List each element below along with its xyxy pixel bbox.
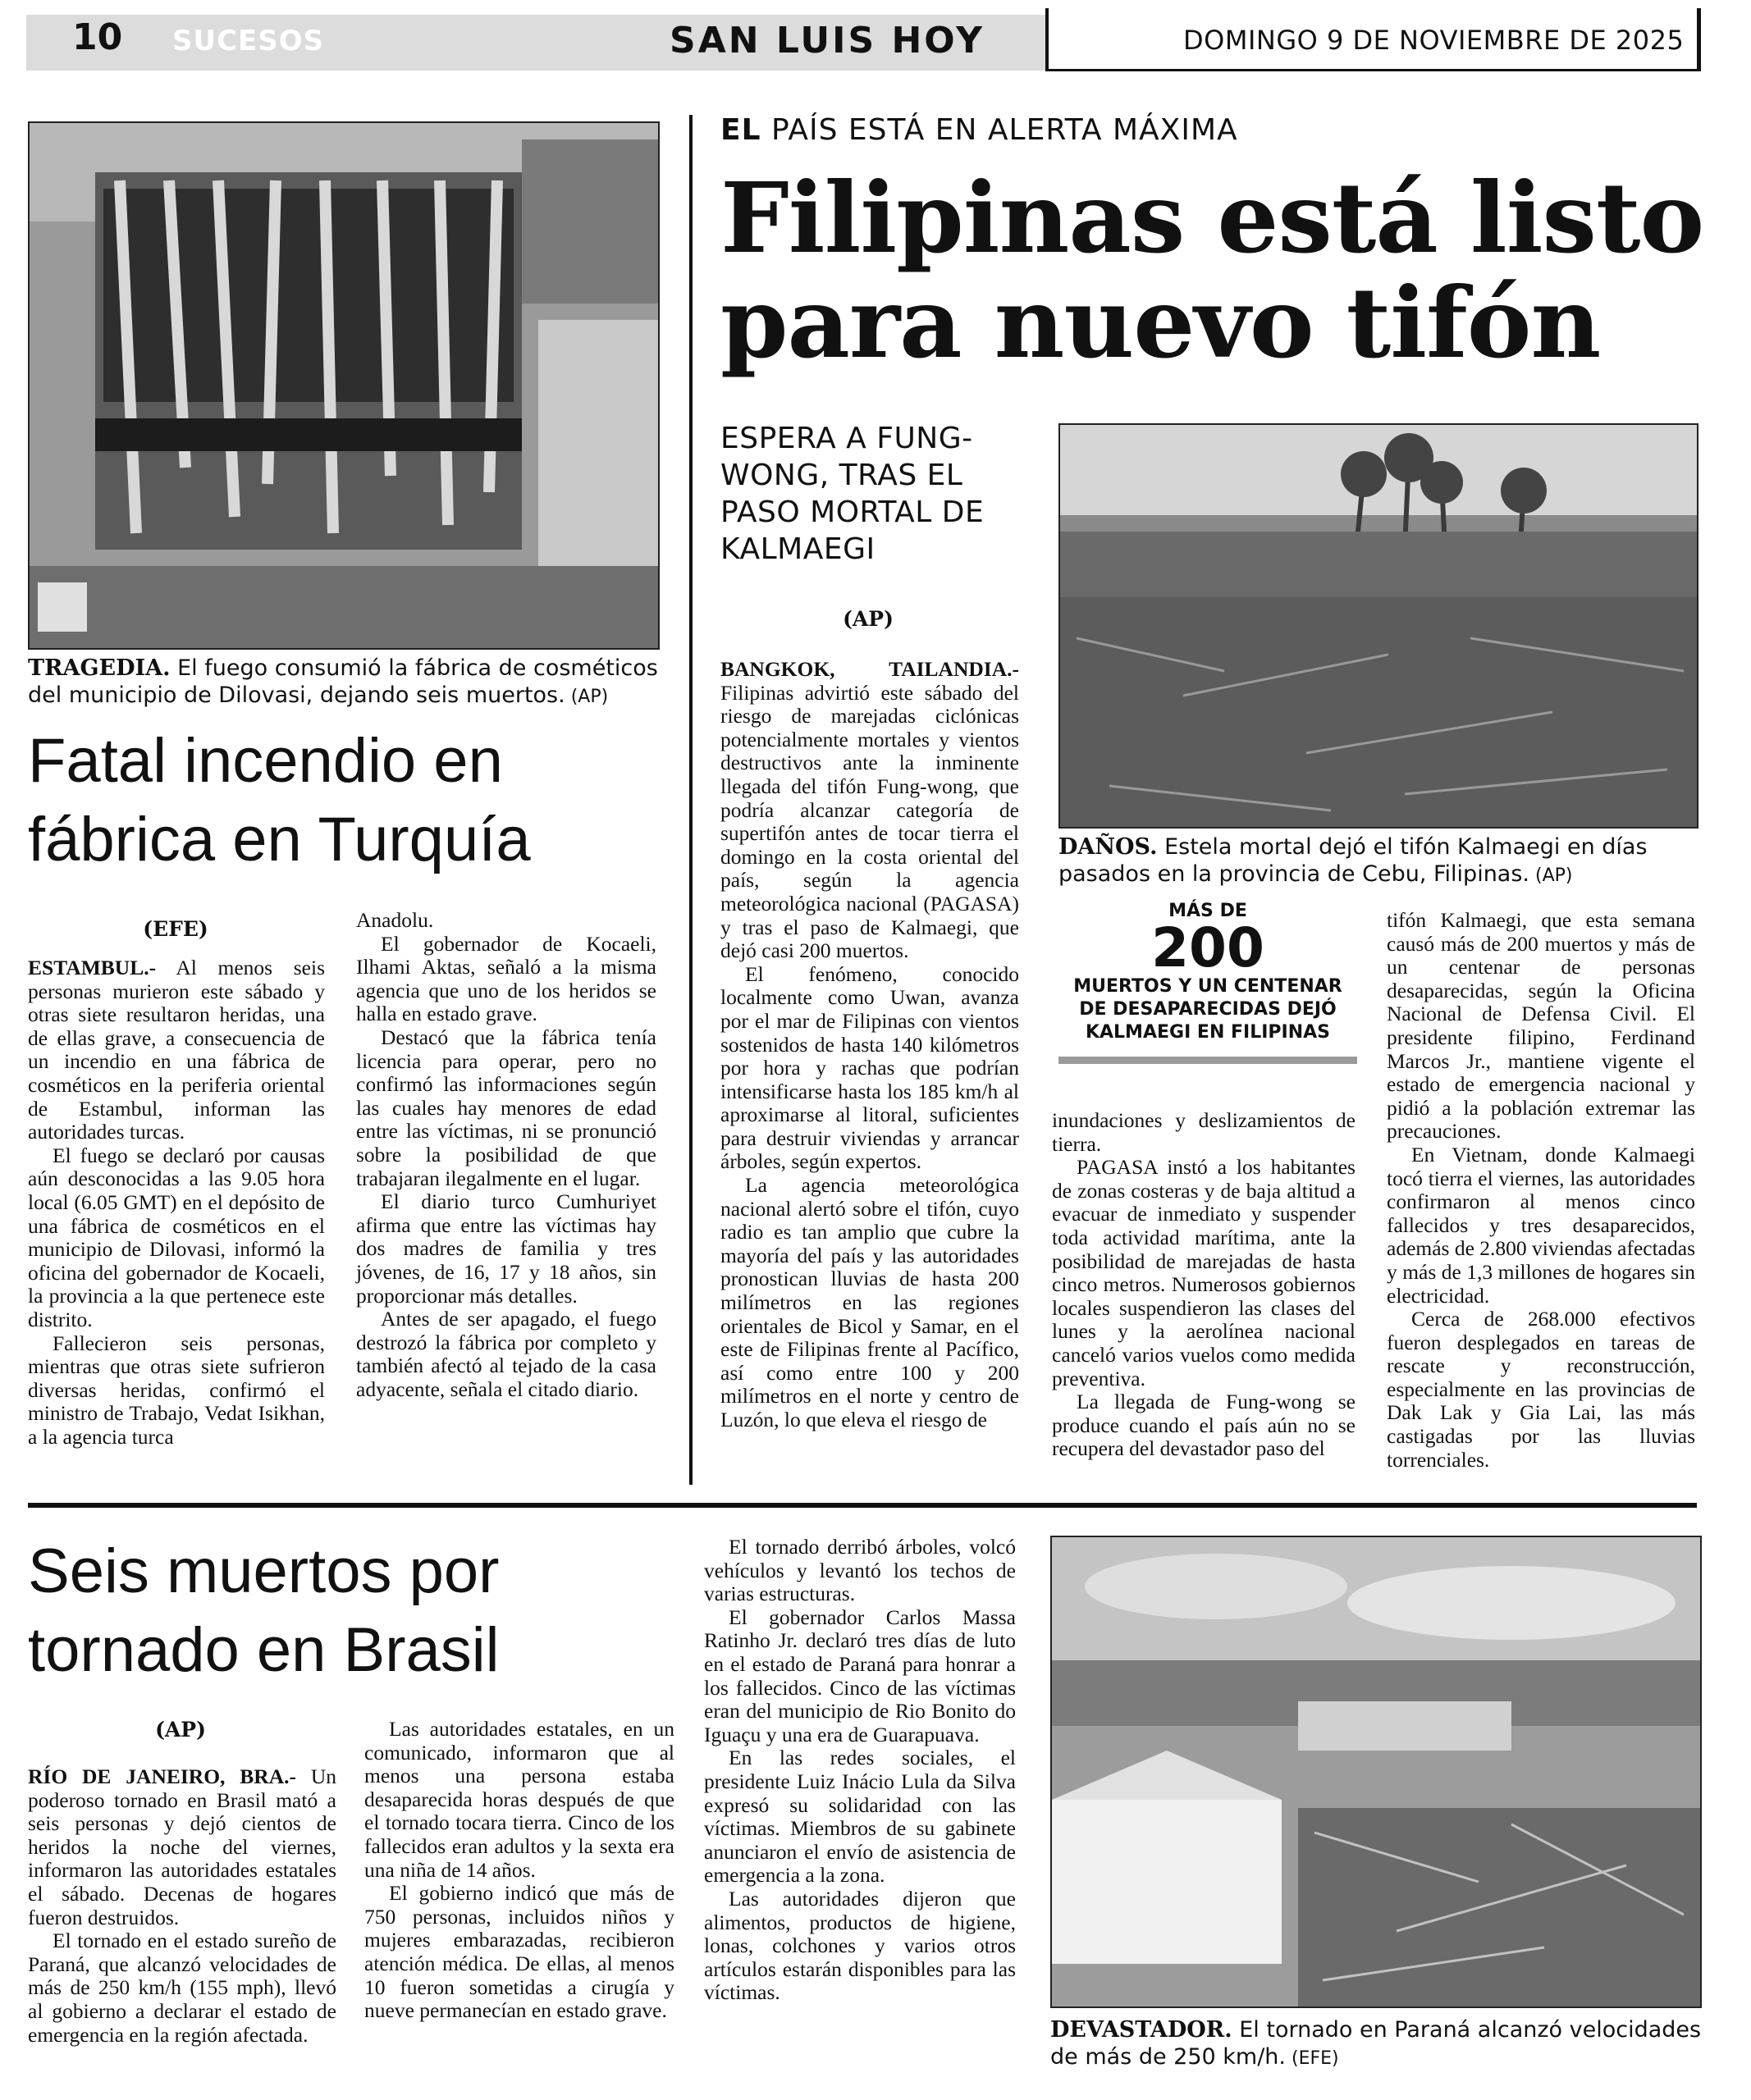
- turkey-agency: (EFE): [143, 917, 208, 941]
- turkey-headline: Fatal incendio en fábrica en Turquía: [28, 726, 531, 874]
- article-paragraph: En Vietnam, donde Kalmaegi tocó tierra el viernes, las autoridades confirmaron al menos cinco fallecidos y tres desaparecidos, además de 2.800 viviendas afectadas y más de 1,3 millones de hogares sin electricidad.: [1387, 1142, 1695, 1308]
- caption-text: El fuego consumió la fábrica de cosméticos del municipio de Dilovasi, dejando seis muertos.: [28, 655, 658, 708]
- caption-credit: (EFE): [1286, 2048, 1339, 2069]
- dateline: BANGKOK, TAILANDIA.-: [720, 657, 1019, 681]
- philippines-kicker: EL PAÍS ESTÁ EN ALERTA MÁXIMA: [720, 113, 1238, 147]
- article-paragraph: El tornado derribó árboles, volcó vehículos y levantó los techos de varias estructuras.: [704, 1535, 1016, 1606]
- brazil-tornado-photo: [1050, 1536, 1702, 2008]
- philippines-column-2: [1052, 1109, 1356, 1461]
- article-paragraph: El gobernador de Kocaeli, Ilhami Aktas, señaló a la misma agencia que uno de los heridos se halla en estado grave.: [356, 931, 656, 1026]
- philippines-deck: ESPERA A FUNG-WONG, TRAS EL PASO MORTAL DE KALMAEGI: [720, 422, 985, 566]
- article-paragraph: En las redes sociales, el presidente Luiz Inácio Lula da Silva expresó su solidaridad con las víctimas. Miembros de su gabinete anunciaron el envío de asistencia de emergencia a la zona.: [704, 1746, 1016, 1888]
- issue-date: DOMINGO 9 DE NOVIEMBRE DE 2025: [1183, 25, 1685, 56]
- article-paragraph: RÍO DE JANEIRO, BRA.- Un poderoso tornado en Brasil mató a seis personas y dejó cientos de heridos la noche del viernes, informaron las autoridades estatales el sábado. Decenas de hogares fueron destruidos.: [28, 1764, 336, 1929]
- page-number: 10: [72, 16, 123, 58]
- article-paragraph: El tornado en el estado sureño de Paraná, que alcanzó velocidades de más de 250 km/h (155 mph), llevó al gobierno a declarar el estado de emergencia en la región afectada.: [28, 1929, 336, 2047]
- turkey-column-2: [356, 909, 656, 1401]
- article-paragraph: PAGASA instó a los habitantes de zonas costeras y de baja altitud a evacuar de inmediato y suspender toda actividad marítima, ante la posibilidad de marejadas de hasta cinco metros. Numerosos gobiernos locales suspendieron las clases del lunes y la aerolínea nacional canceló varios vuelos como medida preventiva.: [1052, 1155, 1356, 1390]
- brazil-photo-caption: [1050, 2016, 1707, 2072]
- stat-box: [1058, 901, 1357, 1044]
- philippines-column-1: [720, 658, 1019, 1432]
- article-paragraph: Antes de ser apagado, el fuego destrozó la fábrica por completo y también afectó al tejado de la casa adyacente, señala el citado diario.: [356, 1307, 656, 1401]
- caption-label: DAÑOS.: [1058, 834, 1158, 860]
- turkey-column-1: [28, 956, 325, 1449]
- article-paragraph: BANGKOK, TAILANDIA.- Filipinas advirtió este sábado del riesgo de marejadas ciclónicas potencialmente mortales y vientos destructivos ante la inminente llegada del tifón Fung-wong, que podría alcanzar categoría de supertifón antes de tocar tierra el domingo en la costa oriental del país, según la agencia meteorológica nacional (PAGASA) y tras el paso de Kalmaegi, que dejó casi 200 muertos.: [720, 657, 1019, 963]
- philippines-agency: (AP): [843, 607, 894, 631]
- article-paragraph: La agencia meteorológica nacional alertó sobre el tifón, cuyo radio es tan amplio que cubre la mayoría del país y las autoridades pronostican lluvias de hasta 200 milímetros en las regiones orientales de Bicol y Samar, en el este de Filipinas frente al Pacífico, así como entre 100 y 200 milímetros en el norte y centro de Luzón, lo que eleva el riesgo de: [720, 1173, 1019, 1431]
- article-paragraph: La llegada de Fung-wong se produce cuando el país aún no se recupera del devastador paso del: [1052, 1390, 1356, 1461]
- article-paragraph: El gobierno indicó que más de 750 personas, incluidos niños y mujeres embarazadas, recibieron atención médica. De ellas, al menos 10 fueron sometidas a cirugía y nueve permanecían en estado grave.: [364, 1881, 674, 2023]
- caption-text: Estela mortal dejó el tifón Kalmaegi en días pasados en la provincia de Cebu, Filipinas.: [1058, 834, 1648, 887]
- turkey-factory-photo: [28, 121, 660, 650]
- brazil-headline: Seis muertos por tornado en Brasil: [28, 1536, 500, 1685]
- philippines-photo-caption: [1058, 833, 1707, 889]
- philippines-headline: Filipinas está listo para nuevo tifón: [720, 161, 1704, 380]
- brazil-agency: (AP): [155, 1718, 206, 1742]
- caption-label: TRAGEDIA.: [28, 655, 171, 681]
- stat-number: 200: [1151, 916, 1264, 979]
- dateline: RÍO DE JANEIRO, BRA.-: [28, 1764, 296, 1788]
- brazil-column-1: [28, 1765, 336, 2047]
- article-paragraph: El gobernador Carlos Massa Ratinho Jr. declaró tres días de luto en el estado de Paraná para honrar a los fallecidos. Cinco de las víctimas eran del municipio de Rio Bonito do Iguaçu y una era de Guarapuava.: [704, 1605, 1016, 1746]
- section-name: SUCESOS: [172, 25, 325, 57]
- article-paragraph: Anadolu.: [356, 908, 434, 932]
- stat-prefix: MÁS DE: [1168, 901, 1247, 921]
- turkey-photo-caption: [28, 655, 665, 710]
- section-divider: [28, 1503, 1697, 1508]
- article-paragraph: Cerca de 268.000 efectivos fueron desplegados en tareas de rescate y reconstrucción, especialmente en las provincias de Dak Lak y Gia Lai, las más castigadas por las lluvias torrenciales.: [1387, 1307, 1695, 1472]
- article-paragraph: tifón Kalmaegi, que esta semana causó más de 200 muertos y más de un centenar de personas desaparecidas, según la Oficina Nacional de Defensa Civil. El presidente filipino, Ferdinand Marcos Jr., mantiene vigente el estado de emergencia nacional y pidió a la población extremar las precauciones.: [1387, 908, 1695, 1144]
- brazil-column-2: [364, 1718, 674, 2023]
- newspaper-name: SAN LUIS HOY: [670, 20, 985, 62]
- article-paragraph: Destacó que la fábrica tenía licencia para operar, pero no confirmó las informaciones según las cuales hay menores de edad entre las víctimas, ni se pronunció sobre la posibilidad de que trabajaran ilegalmente en el lugar.: [356, 1025, 656, 1190]
- philippines-damage-photo: [1058, 423, 1698, 829]
- article-paragraph: inundaciones y deslizamientos de tierra.: [1052, 1108, 1356, 1156]
- brazil-column-3: [704, 1536, 1016, 2005]
- stat-description: MUERTOS Y UN CENTENAR DE DESAPARECIDAS DEJÓ KALMAEGI EN FILIPINAS: [1073, 976, 1342, 1043]
- article-paragraph: El diario turco Cumhuriyet afirma que entre las víctimas hay dos madres de familia y tres jóvenes, de 16, 17 y 18 años, sin proporcionar más detalles.: [356, 1189, 656, 1308]
- column-divider: [689, 115, 693, 1485]
- dateline: ESTAMBUL.-: [28, 956, 157, 979]
- header-right-border: [1697, 8, 1701, 71]
- article-paragraph: Las autoridades estatales, en un comunicado, informaron que al menos una persona estaba desaparecida horas después de que el tornado tocara tierra. Cinco de los fallecidos eran adultos y la sexta era una niña de 14 años.: [364, 1717, 674, 1882]
- article-paragraph: El fenómeno, conocido localmente como Uwan, avanza por el mar de Filipinas con vientos sostenidos de hasta 140 kilómetros por hora y rachas que podrían intensificarse hasta los 185 km/h al aproximarse al litoral, suficientes para destruir viviendas y arrancar árboles, según expertos.: [720, 961, 1019, 1174]
- header-rule: [1045, 69, 1701, 71]
- philippines-column-3: [1387, 909, 1695, 1472]
- caption-credit: (AP): [1529, 865, 1573, 886]
- article-paragraph: Las autoridades dijeron que alimentos, productos de higiene, lonas, colchones y varios otros artículos estarán disponibles para las víctimas.: [704, 1886, 1016, 2005]
- article-paragraph: Fallecieron seis personas, mientras que otras siete sufrieron diversas heridas, confirmó el ministro de Trabajo, Vedat Isikhan, a la agencia turca: [28, 1331, 325, 1449]
- caption-credit: (AP): [565, 687, 609, 707]
- article-paragraph: ESTAMBUL.- Al menos seis personas murieron este sábado y otras siete resultaron heridas, una de ellas grave, a consecuencia de un incendio en una fábrica de cosméticos en la periferia oriental de Estambul, informan las autoridades turcas.: [28, 956, 325, 1144]
- caption-label: DEVASTADOR.: [1050, 2017, 1232, 2043]
- stat-rule: [1058, 1057, 1357, 1064]
- article-paragraph: El fuego se declaró por causas aún desconocidas a las 9.05 hora local (6.05 GMT) en el depósito de una fábrica de cosméticos en el municipio de Dilovasi, informó la oficina del gobernador de Kocaeli, la provincia a la que pertenece este distrito.: [28, 1143, 325, 1331]
- header-divider: [1045, 8, 1049, 71]
- caption-text: El tornado en Paraná alcanzó velocidades de más de 250 km/h.: [1050, 2017, 1702, 2070]
